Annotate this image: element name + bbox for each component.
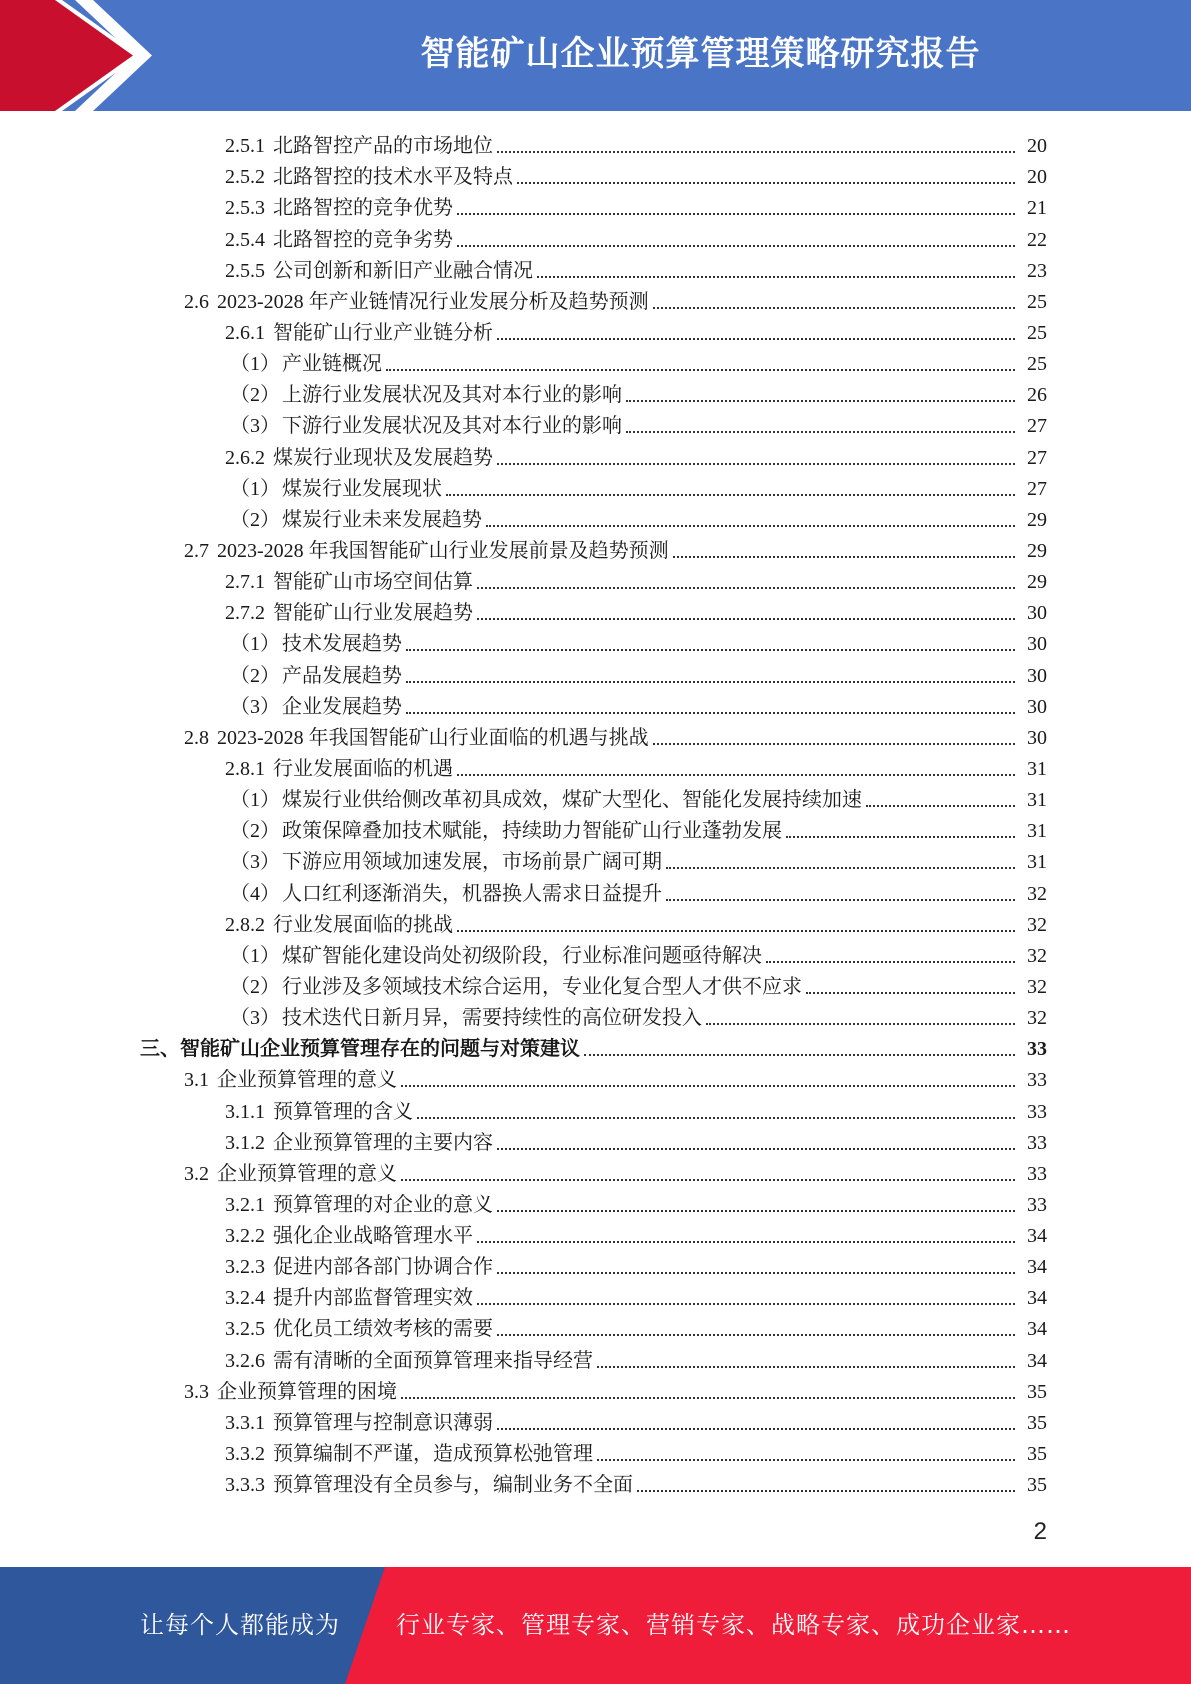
toc-entry[interactable]	[0, 501, 1191, 532]
toc-entry-title: 北路智控产品的市场地位	[273, 135, 493, 158]
toc-entry-title: 政策保障叠加技术赋能，持续助力智能矿山行业蓬勃发展	[282, 820, 782, 843]
toc-entry-title: 企业预算管理的主要内容	[273, 1131, 493, 1154]
toc-dot-leader	[866, 804, 1015, 807]
toc-entry-title: 煤炭行业未来发展趋势	[282, 508, 482, 531]
toc-entry[interactable]	[0, 1310, 1191, 1341]
toc-entry-number: （3）	[230, 415, 280, 438]
toc-entry[interactable]	[0, 438, 1191, 469]
toc-entry[interactable]	[0, 999, 1191, 1030]
toc-dot-leader	[497, 1147, 1015, 1150]
toc-entry-number: 2.8	[184, 726, 209, 749]
toc-dot-leader	[457, 773, 1015, 776]
toc-entry-number: 3.2.4	[225, 1287, 265, 1310]
toc-entry-number: 3.2.3	[225, 1256, 265, 1279]
toc-entry-page: 34	[1027, 1256, 1047, 1279]
toc-dot-leader	[806, 991, 1015, 994]
toc-entry-page: 30	[1027, 602, 1047, 625]
page-header	[0, 0, 1191, 111]
toc-dot-leader	[637, 1489, 1015, 1492]
toc-dot-leader	[584, 1053, 1015, 1056]
toc-entry[interactable]	[0, 656, 1191, 687]
toc-entry-page: 25	[1027, 353, 1047, 376]
toc-entry[interactable]	[0, 1248, 1191, 1279]
toc-entry-page: 31	[1027, 820, 1047, 843]
toc-entry[interactable]	[0, 563, 1191, 594]
report-title: 智能矿山企业预算管理策略研究报告	[420, 34, 981, 74]
toc-entry-title: 企业预算管理的意义	[217, 1162, 397, 1185]
toc-dot-leader	[457, 929, 1015, 932]
toc-entry[interactable]	[0, 594, 1191, 625]
toc-dot-leader	[406, 711, 1015, 714]
toc-entry-title: 北路智控的竞争劣势	[273, 228, 453, 251]
toc-entry[interactable]	[0, 1466, 1191, 1497]
toc-dot-leader	[446, 493, 1015, 496]
toc-entry-number: 2.6	[184, 290, 209, 313]
toc-entry-title: 北路智控的技术水平及特点	[273, 166, 513, 189]
toc-entry-number: （3）	[230, 1007, 280, 1030]
toc-entry-number: 2.7.2	[225, 602, 265, 625]
toc-entry[interactable]	[0, 1341, 1191, 1372]
toc-entry-page: 29	[1027, 571, 1047, 594]
toc-entry-page: 31	[1027, 789, 1047, 812]
toc-entry-page: 27	[1027, 446, 1047, 469]
toc-entry[interactable]	[0, 1030, 1191, 1061]
toc-entry[interactable]	[0, 532, 1191, 563]
toc-entry[interactable]	[0, 314, 1191, 345]
toc-entry-page: 30	[1027, 726, 1047, 749]
toc-entry-number: 2.8.2	[225, 913, 265, 936]
toc-entry-title: 2023-2028 年我国智能矿山行业面临的机遇与挑战	[217, 726, 649, 749]
toc-entry-title: 人口红利逐渐消失，机器换人需求日益提升	[282, 882, 662, 905]
toc-entry[interactable]	[0, 1435, 1191, 1466]
toc-entry-number: 三、	[140, 1038, 180, 1061]
toc-entry-title: 公司创新和新旧产业融合情况	[273, 259, 533, 282]
toc-entry-number: 2.5.3	[225, 197, 265, 220]
toc-entry-title: 需有清晰的全面预算管理来指导经营	[273, 1349, 593, 1372]
toc-dot-leader	[666, 898, 1015, 901]
toc-entry-page: 33	[1027, 1100, 1047, 1123]
toc-entry[interactable]	[0, 158, 1191, 189]
toc-entry-number: 3.2.2	[225, 1225, 265, 1248]
toc-entry-number: 3.3.2	[225, 1443, 265, 1466]
toc-entry-page: 31	[1027, 851, 1047, 874]
toc-entry-page: 33	[1027, 1162, 1047, 1185]
toc-entry[interactable]	[0, 283, 1191, 314]
toc-entry-title: 预算管理的对企业的意义	[273, 1193, 493, 1216]
toc-entry[interactable]	[0, 1404, 1191, 1435]
toc-entry-page: 25	[1027, 321, 1047, 344]
toc-entry-number: （2）	[230, 820, 280, 843]
toc-entry-number: 2.7.1	[225, 571, 265, 594]
toc-entry[interactable]	[0, 189, 1191, 220]
toc-dot-leader	[477, 1240, 1015, 1243]
toc-entry[interactable]	[0, 750, 1191, 781]
toc-entry-number: 3.2	[184, 1162, 209, 1185]
toc-entry[interactable]	[0, 874, 1191, 905]
toc-entry-number: （1）	[230, 944, 280, 967]
toc-entry[interactable]	[0, 688, 1191, 719]
toc-entry-page: 30	[1027, 664, 1047, 687]
toc-entry-page: 35	[1027, 1474, 1047, 1497]
toc-entry-number: 2.6.2	[225, 446, 265, 469]
toc-entry-title: 企业预算管理的意义	[217, 1069, 397, 1092]
toc-dot-leader	[477, 1302, 1015, 1305]
toc-dot-leader	[497, 150, 1015, 153]
toc-entry[interactable]	[0, 968, 1191, 999]
toc-entry-title: 强化企业战略管理水平	[273, 1225, 473, 1248]
toc-entry-number: 3.2.5	[225, 1318, 265, 1341]
toc-entry-number: （2）	[230, 384, 280, 407]
toc-entry-title: 产品发展趋势	[282, 664, 402, 687]
toc-dot-leader	[406, 680, 1015, 683]
toc-entry[interactable]	[0, 1279, 1191, 1310]
toc-entry-number: 3.1.2	[225, 1131, 265, 1154]
toc-entry-title: 煤炭行业供给侧改革初具成效，煤矿大型化、智能化发展持续加速	[282, 789, 862, 812]
toc-entry-title: 技术迭代日新月异，需要持续性的高位研发投入	[282, 1007, 702, 1030]
toc-entry-number: 3.3.3	[225, 1474, 265, 1497]
toc-entry-page: 29	[1027, 539, 1047, 562]
toc-entry[interactable]	[0, 127, 1191, 158]
toc-entry[interactable]	[0, 1092, 1191, 1123]
toc-dot-leader	[497, 337, 1015, 340]
toc-entry-title: 企业发展趋势	[282, 695, 402, 718]
toc-entry-page: 30	[1027, 633, 1047, 656]
toc-entry[interactable]	[0, 812, 1191, 843]
toc-dot-leader	[626, 399, 1015, 402]
toc-dot-leader	[653, 742, 1015, 745]
toc-entry-page: 33	[1027, 1193, 1047, 1216]
toc-entry-number: 2.5.1	[225, 135, 265, 158]
toc-dot-leader	[406, 648, 1015, 651]
toc-dot-leader	[401, 1396, 1015, 1399]
toc-entry-page: 35	[1027, 1443, 1047, 1466]
toc-entry[interactable]	[0, 1186, 1191, 1217]
page-number: 2	[1033, 1518, 1047, 1545]
toc-entry-number: 3.2.1	[225, 1193, 265, 1216]
toc-entry-number: （2）	[230, 664, 280, 687]
toc-entry-title: 行业涉及多领域技术综合运用，专业化复合型人才供不应求	[282, 975, 802, 998]
toc-entry[interactable]	[0, 470, 1191, 501]
toc-entry-page: 32	[1027, 975, 1047, 998]
toc-entry-page: 31	[1027, 757, 1047, 780]
toc-entry-title: 技术发展趋势	[282, 633, 402, 656]
toc-entry-page: 22	[1027, 228, 1047, 251]
toc-dot-leader	[597, 1458, 1015, 1461]
toc-entry-page: 23	[1027, 259, 1047, 282]
toc-entry[interactable]	[0, 220, 1191, 251]
toc-entry-title: 产业链概况	[282, 353, 382, 376]
toc-entry-title: 提升内部监督管理实效	[273, 1287, 473, 1310]
toc-entry-number: 3.2.6	[225, 1349, 265, 1372]
toc-entry-number: 2.5.4	[225, 228, 265, 251]
toc-entry-page: 33	[1027, 1131, 1047, 1154]
toc-dot-leader	[597, 1365, 1015, 1368]
toc-dot-leader	[477, 617, 1015, 620]
toc-entry-page: 34	[1027, 1349, 1047, 1372]
toc-entry-number: 3.1.1	[225, 1100, 265, 1123]
toc-dot-leader	[457, 212, 1015, 215]
footer-slogan-right: 行业专家、管理专家、营销专家、战略专家、成功企业家……	[396, 1611, 1071, 1639]
toc-entry-title: 智能矿山企业预算管理存在的问题与对策建议	[180, 1038, 580, 1061]
toc-entry-number: 2.8.1	[225, 757, 265, 780]
toc-dot-leader	[786, 835, 1015, 838]
toc-entry-title: 北路智控的竞争优势	[273, 197, 453, 220]
toc-entry-page: 29	[1027, 508, 1047, 531]
toc-entry-title: 智能矿山行业发展趋势	[273, 602, 473, 625]
toc-entry-number: （1）	[230, 353, 280, 376]
toc-entry-title: 智能矿山行业产业链分析	[273, 321, 493, 344]
toc-dot-leader	[666, 866, 1015, 869]
toc-dot-leader	[766, 960, 1015, 963]
toc-entry[interactable]	[0, 719, 1191, 750]
toc-entry-number: （2）	[230, 975, 280, 998]
toc-entry-title: 预算编制不严谨，造成预算松弛管理	[273, 1443, 593, 1466]
toc-dot-leader	[457, 244, 1015, 247]
toc-dot-leader	[497, 1209, 1015, 1212]
toc-entry-title: 下游应用领域加速发展，市场前景广阔可期	[282, 851, 662, 874]
toc-entry-title: 预算管理的含义	[273, 1100, 413, 1123]
toc-entry-page: 30	[1027, 695, 1047, 718]
toc-dot-leader	[517, 181, 1015, 184]
toc-entry-title: 2023-2028 年产业链情况行业发展分析及趋势预测	[217, 290, 649, 313]
toc-entry-number: 2.6.1	[225, 321, 265, 344]
toc-entry-title: 煤矿智能化建设尚处初级阶段，行业标准问题亟待解决	[282, 944, 762, 967]
toc-entry-number: （3）	[230, 851, 280, 874]
toc-entry-page: 25	[1027, 290, 1047, 313]
toc-dot-leader	[653, 306, 1015, 309]
toc-entry[interactable]	[0, 1217, 1191, 1248]
toc-entry[interactable]	[0, 906, 1191, 937]
toc-entry-title: 行业发展面临的挑战	[273, 913, 453, 936]
toc-entry[interactable]	[0, 1373, 1191, 1404]
toc-entry-page: 32	[1027, 913, 1047, 936]
toc-entry-number: 2.5.5	[225, 259, 265, 282]
toc-entry-page: 35	[1027, 1380, 1047, 1403]
toc-entry[interactable]	[0, 345, 1191, 376]
toc-entry-page: 32	[1027, 882, 1047, 905]
toc-entry-page: 33	[1027, 1038, 1047, 1061]
toc-entry[interactable]	[0, 252, 1191, 283]
toc-entry-number: （2）	[230, 508, 280, 531]
toc-dot-leader	[477, 586, 1015, 589]
toc-entry[interactable]	[0, 937, 1191, 968]
toc-entry-page: 34	[1027, 1318, 1047, 1341]
toc-dot-leader	[497, 1427, 1015, 1430]
toc-entry[interactable]	[0, 625, 1191, 656]
toc-entry-number: 2.5.2	[225, 166, 265, 189]
page-footer	[0, 1567, 1191, 1684]
toc-entry-title: 智能矿山市场空间估算	[273, 571, 473, 594]
toc-dot-leader	[626, 430, 1015, 433]
toc-entry-title: 煤炭行业现状及发展趋势	[273, 446, 493, 469]
toc-entry[interactable]	[0, 407, 1191, 438]
toc-dot-leader	[386, 368, 1015, 371]
toc-entry-number: 2.7	[184, 539, 209, 562]
toc-entry-title: 下游行业发展状况及其对本行业的影响	[282, 415, 622, 438]
toc-entry-page: 34	[1027, 1225, 1047, 1248]
toc-entry-title: 2023-2028 年我国智能矿山行业发展前景及趋势预测	[217, 539, 669, 562]
toc-entry-number: （1）	[230, 789, 280, 812]
footer-slogan-left: 让每个人都能成为	[140, 1611, 340, 1639]
toc-entry-title: 优化员工绩效考核的需要	[273, 1318, 493, 1341]
toc-entry-page: 33	[1027, 1069, 1047, 1092]
toc-dot-leader	[401, 1178, 1015, 1181]
toc-entry-page: 20	[1027, 135, 1047, 158]
toc-entry-page: 32	[1027, 944, 1047, 967]
table-of-contents	[0, 127, 1191, 1497]
toc-entry[interactable]	[0, 1061, 1191, 1092]
header-arrow-icon	[0, 0, 170, 111]
toc-entry-page: 34	[1027, 1287, 1047, 1310]
toc-entry[interactable]	[0, 781, 1191, 812]
toc-entry-number: （3）	[230, 695, 280, 718]
toc-dot-leader	[486, 524, 1015, 527]
toc-entry-number: （4）	[230, 882, 280, 905]
toc-entry-title: 煤炭行业发展现状	[282, 477, 442, 500]
toc-entry-page: 21	[1027, 197, 1047, 220]
toc-entry[interactable]	[0, 1124, 1191, 1155]
toc-entry-page: 20	[1027, 166, 1047, 189]
toc-dot-leader	[497, 462, 1015, 465]
toc-dot-leader	[497, 1333, 1015, 1336]
toc-entry-page: 27	[1027, 415, 1047, 438]
toc-entry-title: 上游行业发展状况及其对本行业的影响	[282, 384, 622, 407]
toc-entry[interactable]	[0, 1155, 1191, 1186]
toc-dot-leader	[673, 555, 1015, 558]
toc-dot-leader	[537, 275, 1015, 278]
toc-entry-title: 行业发展面临的机遇	[273, 757, 453, 780]
toc-dot-leader	[497, 1271, 1015, 1274]
toc-entry-page: 26	[1027, 384, 1047, 407]
toc-dot-leader	[706, 1022, 1015, 1025]
toc-entry-page: 27	[1027, 477, 1047, 500]
toc-entry-page: 32	[1027, 1007, 1047, 1030]
toc-entry-number: （1）	[230, 477, 280, 500]
toc-entry-page: 35	[1027, 1411, 1047, 1434]
toc-dot-leader	[417, 1116, 1015, 1119]
toc-entry[interactable]	[0, 376, 1191, 407]
toc-dot-leader	[401, 1084, 1015, 1087]
toc-entry[interactable]	[0, 843, 1191, 874]
toc-entry-title: 预算管理没有全员参与，编制业务不全面	[273, 1474, 633, 1497]
toc-entry-title: 促进内部各部门协调合作	[273, 1256, 493, 1279]
toc-entry-number: 3.1	[184, 1069, 209, 1092]
toc-entry-number: （1）	[230, 633, 280, 656]
toc-entry-title: 企业预算管理的困境	[217, 1380, 397, 1403]
toc-entry-number: 3.3	[184, 1380, 209, 1403]
toc-entry-title: 预算管理与控制意识薄弱	[273, 1411, 493, 1434]
toc-entry-number: 3.3.1	[225, 1411, 265, 1434]
